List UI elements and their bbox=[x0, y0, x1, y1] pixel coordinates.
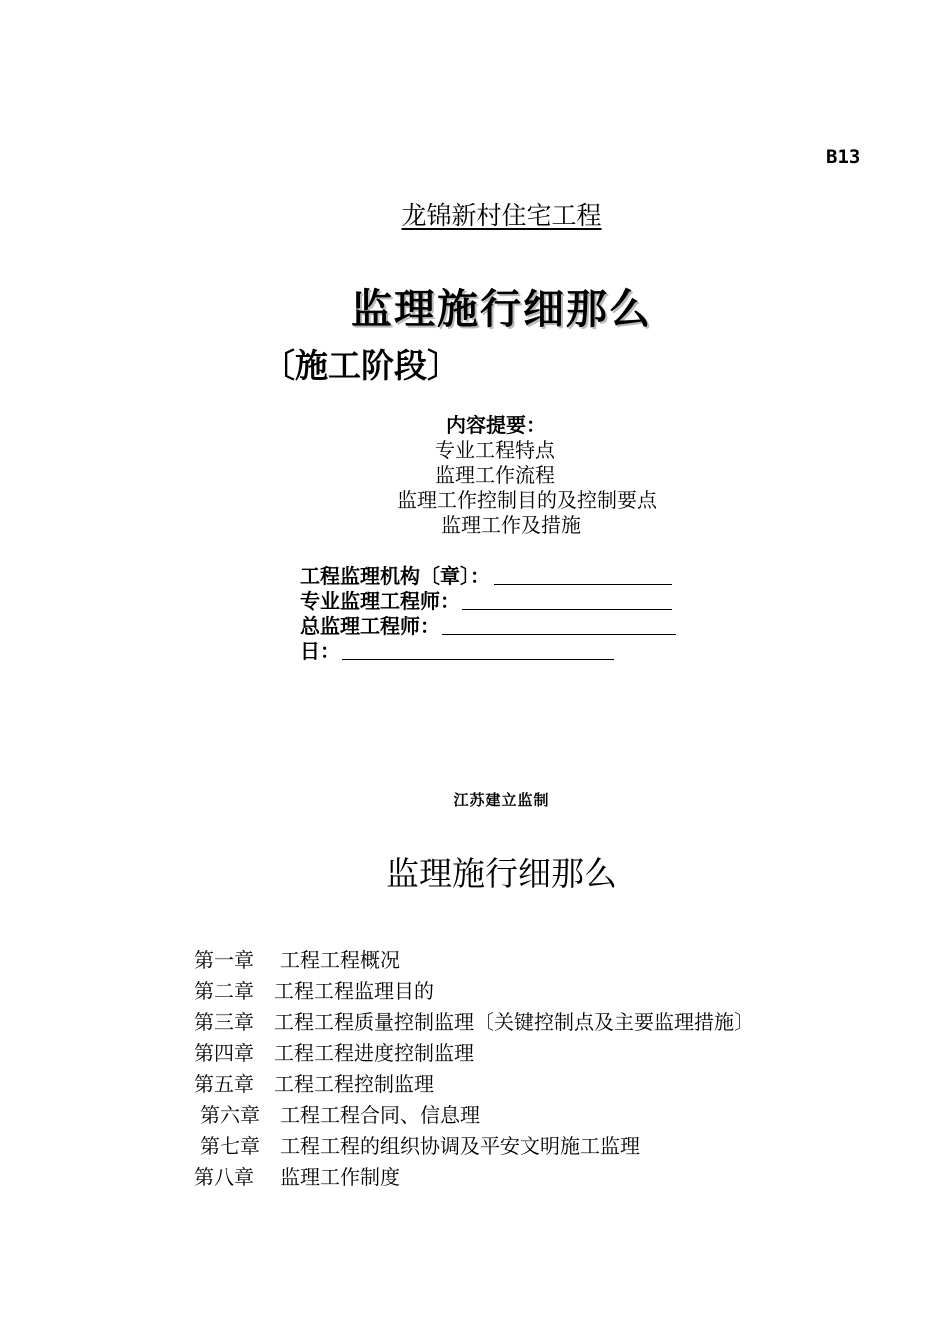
toc-item bbox=[200, 1099, 480, 1128]
toc-item bbox=[194, 1161, 400, 1190]
toc-chapter-number: 第五章 bbox=[194, 1072, 254, 1096]
summary-item: 监理工作及措施 bbox=[441, 513, 581, 537]
toc-chapter-number: 第八章 bbox=[194, 1165, 254, 1189]
toc-chapter-title: 工程工程合同、信息理 bbox=[280, 1103, 480, 1127]
toc-chapter-title: 工程工程质量控制监理〔关键控制点及主要监理措施〕 bbox=[274, 1010, 754, 1034]
toc-chapter-number: 第一章 bbox=[194, 948, 254, 972]
toc-item bbox=[194, 1068, 434, 1097]
stage-label: 〔施工阶段〕 bbox=[262, 346, 460, 385]
project-name: 龙锦新村住宅工程 bbox=[401, 201, 602, 230]
toc-chapter-title: 工程工程控制监理 bbox=[274, 1072, 434, 1096]
signature-label: 专业监理工程师： bbox=[300, 589, 460, 613]
document-code: B13 bbox=[826, 146, 861, 168]
toc-chapter-title: 工程工程概况 bbox=[280, 948, 400, 972]
main-title: 监理施行细那么 bbox=[351, 285, 652, 333]
summary-item: 监理工作控制目的及控制要点 bbox=[397, 488, 657, 512]
summary-item: 专业工程特点 bbox=[435, 438, 555, 462]
signature-row-date bbox=[300, 635, 614, 664]
toc-item bbox=[194, 1006, 754, 1035]
toc-title: 监理施行细那么 bbox=[386, 854, 617, 893]
toc-chapter-title: 监理工作制度 bbox=[280, 1165, 400, 1189]
toc-chapter-title: 工程工程的组织协调及平安文明施工监理 bbox=[280, 1134, 640, 1158]
toc-chapter-number: 第七章 bbox=[200, 1134, 260, 1158]
signature-blank bbox=[342, 658, 614, 660]
summary-item: 监理工作流程 bbox=[435, 463, 555, 487]
toc-chapter-number: 第六章 bbox=[200, 1103, 260, 1127]
toc-chapter-number: 第四章 bbox=[194, 1041, 254, 1065]
toc-chapter-number: 第二章 bbox=[194, 979, 254, 1003]
signature-label: 工程监理机构〔章〕： bbox=[300, 564, 490, 588]
toc-item bbox=[200, 1130, 640, 1159]
toc-item bbox=[194, 1037, 474, 1066]
toc-item bbox=[194, 944, 400, 973]
toc-chapter-title: 工程工程进度控制监理 bbox=[274, 1041, 474, 1065]
toc-item bbox=[194, 975, 434, 1004]
summary-heading: 内容提要： bbox=[446, 413, 546, 437]
signature-label: 总监理工程师： bbox=[300, 614, 440, 638]
signature-label: 日： bbox=[300, 639, 340, 663]
toc-chapter-title: 工程工程监理目的 bbox=[274, 979, 434, 1003]
toc-chapter-number: 第三章 bbox=[194, 1010, 254, 1034]
company-name: 江苏建立监制 bbox=[453, 791, 550, 809]
